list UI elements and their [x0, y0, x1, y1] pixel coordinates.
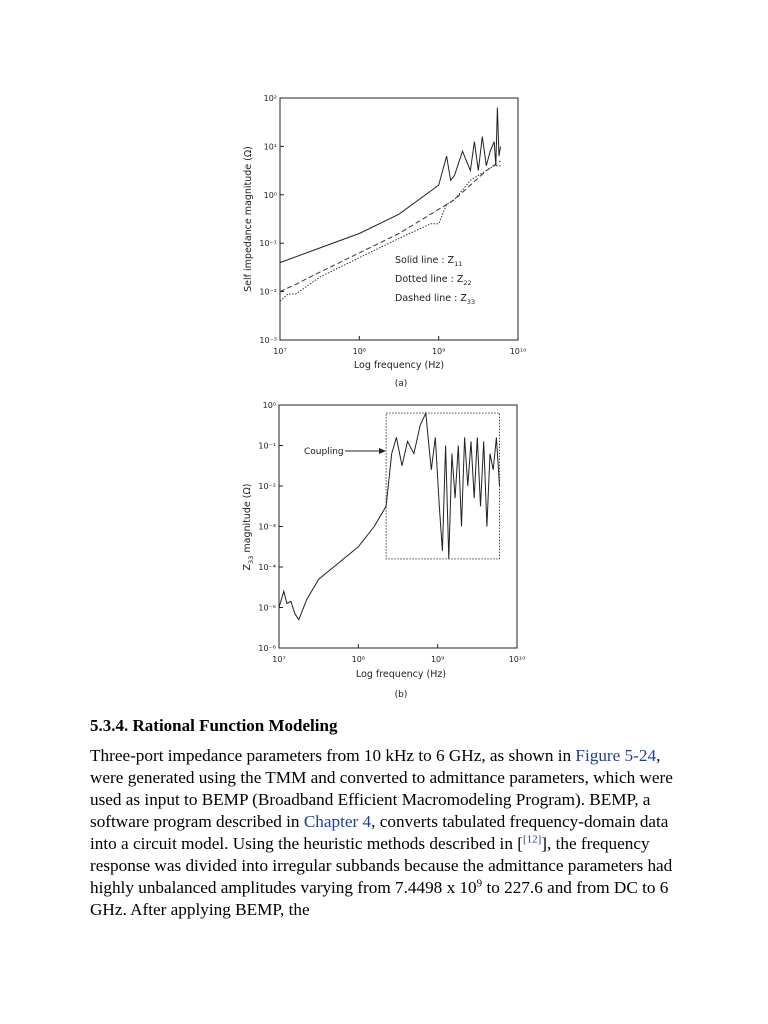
figure-b-z33-magnitude-chart [236, 395, 536, 705]
y-tick-label: 10⁻⁶ [258, 644, 276, 653]
x-tick-label: 10⁸ [351, 655, 366, 664]
y-tick-label: 10⁰ [263, 190, 277, 200]
y-tick-label: 10⁰ [262, 401, 276, 410]
y-tick-label: 10¹ [263, 142, 277, 152]
legend-dotted: Dotted line : $Z_{22}$ [395, 274, 472, 287]
x-axis-label: Log frequency (Hz) [353, 360, 445, 371]
exponent: 9 [476, 877, 483, 890]
y-tick-label: 10⁻¹ [259, 239, 277, 249]
x-tick-label: 10⁷ [272, 655, 286, 664]
chapter-4-link[interactable]: Chapter 4 [303, 812, 372, 831]
y-tick-label: 10⁻³ [259, 336, 277, 345]
y-tick-label: 10⁻² [259, 287, 277, 297]
x-tick-label: 10⁹ [431, 347, 446, 356]
y-tick-label: 10⁻² [258, 482, 276, 491]
reference-12-link[interactable]: [12] [522, 833, 542, 846]
x-tick-label: 10¹⁰ [508, 655, 526, 664]
y-tick-label: 10⁻³ [258, 522, 276, 532]
series-z33-line [279, 413, 500, 620]
figure-a-self-impedance-chart [236, 88, 536, 393]
plot-frame [279, 405, 517, 648]
figure-caption-a: (a) [394, 379, 408, 389]
y-tick-label: 10⁻⁵ [258, 603, 276, 613]
x-tick-label: 10⁸ [352, 347, 367, 356]
figure-5-24-link[interactable]: Figure 5-24 [575, 746, 657, 765]
coupling-arrow-head [379, 448, 386, 454]
body-paragraph: Three-port impedance parameters from 10 kHz to 6 GHz, as shown in Figure 5-24, were generated using the TMM and converted to admittance parameters, which were used as input to BEMP (Broadband Efficient Macromodeling Program). BEMP, a software program described in Chapter 4, converts tabulated frequency-domain data into a circuit model. Using the heuristic methods described in [[12]], the frequency response was divided into irregular subbands because the admittance parameters had highly unbalanced amplitudes varying from 7.4498 x $10^9$ to 227.6 and from DC to 6 GHz. After applying BEMP, the [90, 746, 673, 919]
y-axis-label: $Z_{33}$ magnitude (Ω) [242, 483, 255, 571]
series-z11-solid-line [280, 108, 501, 263]
y-tick-label: 10² [263, 94, 277, 103]
x-axis-label: Log frequency (Hz) [355, 669, 447, 680]
y-tick-label: 10⁻⁴ [258, 563, 276, 572]
series-z33-dashed-line [280, 161, 501, 292]
y-axis-label: Self impedance magnitude (Ω) [243, 146, 254, 292]
x-tick-label: 10⁹ [430, 655, 445, 664]
figure-caption-b: (b) [394, 690, 408, 700]
y-tick-label: 10⁻¹ [258, 441, 276, 451]
x-tick-label: 10¹⁰ [509, 347, 527, 356]
coupling-annotation: Coupling [304, 447, 344, 457]
legend-dashed: Dashed line : $Z_{33}$ [395, 293, 476, 306]
x-tick-label: 10⁷ [273, 347, 287, 356]
legend-solid: Solid line : $Z_{11}$ [395, 255, 463, 268]
section-heading: 5.3.4. Rational Function Modeling [90, 716, 338, 735]
